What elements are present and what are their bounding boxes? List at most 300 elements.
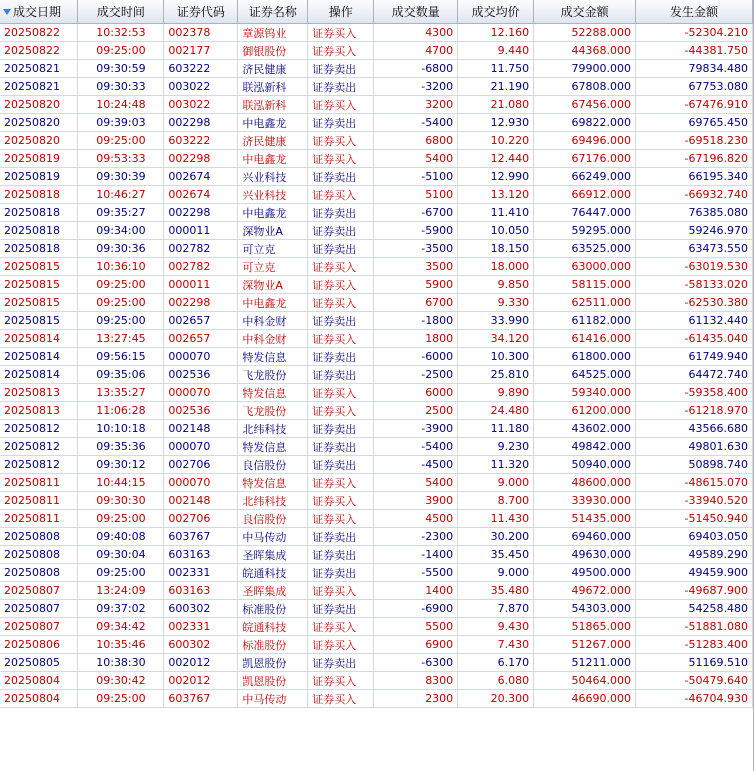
cell-security-name: 深物业A [238, 276, 308, 294]
cell-trade-time: 09:30:39 [78, 168, 164, 186]
cell-quantity: 5900 [374, 276, 458, 294]
cell-net-amount: 43566.680 [636, 420, 753, 438]
cell-amount: 63000.000 [534, 258, 636, 276]
cell-security-name: 特发信息 [238, 438, 308, 456]
table-row[interactable] [0, 132, 753, 150]
cell-net-amount: 61749.940 [636, 348, 753, 366]
cell-security-code: 002706 [164, 510, 238, 528]
cell-operation: 证券卖出 [308, 654, 374, 672]
cell-amount: 62511.000 [534, 294, 636, 312]
table-row[interactable] [0, 24, 753, 42]
cell-security-name: 可立克 [238, 240, 308, 258]
cell-quantity: -5100 [374, 168, 458, 186]
cell-security-code: 002782 [164, 258, 238, 276]
cell-quantity: 4300 [374, 24, 458, 42]
cell-security-code: 002378 [164, 24, 238, 42]
table-body [0, 24, 753, 708]
cell-amount: 59295.000 [534, 222, 636, 240]
cell-amount: 61800.000 [534, 348, 636, 366]
cell-security-name: 凯恩股份 [238, 654, 308, 672]
cell-net-amount: 61132.440 [636, 312, 753, 330]
cell-security-code: 603767 [164, 690, 238, 708]
cell-amount: 49630.000 [534, 546, 636, 564]
cell-net-amount: -51881.080 [636, 618, 753, 636]
cell-avg-price: 12.990 [458, 168, 534, 186]
cell-security-code: 603767 [164, 528, 238, 546]
cell-net-amount: 49801.630 [636, 438, 753, 456]
cell-amount: 51865.000 [534, 618, 636, 636]
cell-net-amount: -59358.400 [636, 384, 753, 402]
table-row[interactable] [0, 114, 753, 132]
cell-net-amount: 54258.480 [636, 600, 753, 618]
cell-operation: 证券买入 [308, 258, 374, 276]
cell-quantity: 6900 [374, 636, 458, 654]
table-row[interactable] [0, 312, 753, 330]
cell-quantity: -5400 [374, 438, 458, 456]
cell-trade-date: 20250821 [0, 78, 78, 96]
sort-descending-icon [3, 9, 11, 15]
table-row[interactable] [0, 402, 753, 420]
cell-trade-date: 20250815 [0, 276, 78, 294]
cell-net-amount: -67476.910 [636, 96, 753, 114]
cell-trade-time: 10:10:18 [78, 420, 164, 438]
cell-trade-time: 09:25:00 [78, 312, 164, 330]
cell-security-code: 002298 [164, 294, 238, 312]
cell-trade-date: 20250819 [0, 168, 78, 186]
cell-net-amount: -49687.900 [636, 582, 753, 600]
cell-amount: 59340.000 [534, 384, 636, 402]
cell-operation: 证券卖出 [308, 546, 374, 564]
cell-quantity: -3900 [374, 420, 458, 438]
table-row[interactable] [0, 348, 753, 366]
cell-amount: 43602.000 [534, 420, 636, 438]
cell-security-name: 联泓新科 [238, 78, 308, 96]
table-row[interactable] [0, 546, 753, 564]
cell-avg-price: 7.870 [458, 600, 534, 618]
cell-security-name: 北纬科技 [238, 492, 308, 510]
cell-net-amount: -66932.740 [636, 186, 753, 204]
cell-security-name: 标准股份 [238, 600, 308, 618]
cell-operation: 证券卖出 [308, 312, 374, 330]
table-row[interactable] [0, 528, 753, 546]
cell-security-name: 特发信息 [238, 384, 308, 402]
cell-trade-date: 20250820 [0, 132, 78, 150]
cell-quantity: -1400 [374, 546, 458, 564]
cell-security-code: 002298 [164, 114, 238, 132]
cell-trade-date: 20250808 [0, 528, 78, 546]
cell-security-code: 002012 [164, 672, 238, 690]
cell-net-amount: -61218.970 [636, 402, 753, 420]
cell-security-code: 003022 [164, 78, 238, 96]
cell-quantity: -5500 [374, 564, 458, 582]
cell-security-code: 000070 [164, 438, 238, 456]
cell-operation: 证券买入 [308, 150, 374, 168]
cell-security-code: 000070 [164, 474, 238, 492]
cell-amount: 54303.000 [534, 600, 636, 618]
table-row[interactable] [0, 672, 753, 690]
cell-quantity: -6300 [374, 654, 458, 672]
cell-avg-price: 11.750 [458, 60, 534, 78]
cell-amount: 61182.000 [534, 312, 636, 330]
table-row[interactable] [0, 366, 753, 384]
column-header-avg-price[interactable]: 成交均价 [458, 0, 534, 24]
cell-trade-date: 20250808 [0, 564, 78, 582]
cell-operation: 证券买入 [308, 384, 374, 402]
cell-quantity: 1400 [374, 582, 458, 600]
cell-trade-date: 20250811 [0, 474, 78, 492]
table-row[interactable] [0, 654, 753, 672]
cell-quantity: 4700 [374, 42, 458, 60]
cell-trade-time: 09:39:03 [78, 114, 164, 132]
table-row[interactable] [0, 60, 753, 78]
cell-security-code: 002674 [164, 186, 238, 204]
table-row[interactable] [0, 564, 753, 582]
cell-trade-date: 20250815 [0, 258, 78, 276]
cell-security-code: 603222 [164, 60, 238, 78]
cell-trade-time: 10:32:53 [78, 24, 164, 42]
cell-operation: 证券卖出 [308, 438, 374, 456]
cell-avg-price: 11.410 [458, 204, 534, 222]
cell-operation: 证券买入 [308, 294, 374, 312]
cell-net-amount: -58133.020 [636, 276, 753, 294]
cell-net-amount: 79834.480 [636, 60, 753, 78]
cell-net-amount: -52304.210 [636, 24, 753, 42]
cell-security-name: 良信股份 [238, 510, 308, 528]
cell-trade-time: 09:40:08 [78, 528, 164, 546]
cell-quantity: -6800 [374, 60, 458, 78]
cell-quantity: 5400 [374, 150, 458, 168]
cell-avg-price: 12.440 [458, 150, 534, 168]
cell-quantity: 5500 [374, 618, 458, 636]
cell-net-amount: -61435.040 [636, 330, 753, 348]
cell-operation: 证券买入 [308, 582, 374, 600]
table-row[interactable] [0, 582, 753, 600]
table-row[interactable] [0, 420, 753, 438]
cell-trade-date: 20250814 [0, 366, 78, 384]
cell-trade-time: 10:24:48 [78, 96, 164, 114]
cell-avg-price: 34.120 [458, 330, 534, 348]
cell-operation: 证券买入 [308, 42, 374, 60]
cell-quantity: 3200 [374, 96, 458, 114]
cell-operation: 证券卖出 [308, 168, 374, 186]
cell-amount: 61200.000 [534, 402, 636, 420]
cell-trade-date: 20250822 [0, 42, 78, 60]
table-row[interactable] [0, 276, 753, 294]
cell-amount: 46690.000 [534, 690, 636, 708]
cell-net-amount: -44381.750 [636, 42, 753, 60]
table-row[interactable] [0, 330, 753, 348]
table-row[interactable] [0, 294, 753, 312]
cell-quantity: 6000 [374, 384, 458, 402]
cell-avg-price: 10.220 [458, 132, 534, 150]
cell-security-code: 002298 [164, 204, 238, 222]
table-row[interactable] [0, 456, 753, 474]
cell-trade-time: 09:30:33 [78, 78, 164, 96]
cell-trade-date: 20250818 [0, 204, 78, 222]
cell-security-code: 002177 [164, 42, 238, 60]
cell-security-name: 中电鑫龙 [238, 294, 308, 312]
cell-amount: 50464.000 [534, 672, 636, 690]
column-header-quantity[interactable]: 成交数量 [374, 0, 458, 24]
cell-amount: 79900.000 [534, 60, 636, 78]
cell-trade-time: 09:34:00 [78, 222, 164, 240]
cell-net-amount: -50479.640 [636, 672, 753, 690]
table-row[interactable] [0, 474, 753, 492]
cell-security-name: 中马传动 [238, 690, 308, 708]
cell-security-code: 002012 [164, 654, 238, 672]
cell-trade-date: 20250804 [0, 672, 78, 690]
cell-operation: 证券买入 [308, 330, 374, 348]
cell-quantity: -6700 [374, 204, 458, 222]
cell-trade-time: 09:25:00 [78, 276, 164, 294]
cell-net-amount: 49589.290 [636, 546, 753, 564]
cell-security-name: 济民健康 [238, 132, 308, 150]
cell-operation: 证券买入 [308, 132, 374, 150]
cell-avg-price: 10.050 [458, 222, 534, 240]
cell-security-code: 002536 [164, 402, 238, 420]
cell-trade-time: 09:35:27 [78, 204, 164, 222]
cell-avg-price: 25.810 [458, 366, 534, 384]
cell-security-name: 兴业科技 [238, 168, 308, 186]
cell-quantity: 2500 [374, 402, 458, 420]
cell-net-amount: -51283.400 [636, 636, 753, 654]
column-header-security-name[interactable]: 证券名称 [238, 0, 308, 24]
table-row[interactable] [0, 600, 753, 618]
cell-trade-date: 20250818 [0, 186, 78, 204]
cell-avg-price: 13.120 [458, 186, 534, 204]
cell-trade-time: 09:30:12 [78, 456, 164, 474]
table-row[interactable] [0, 384, 753, 402]
cell-trade-date: 20250811 [0, 510, 78, 528]
cell-security-name: 深物业A [238, 222, 308, 240]
cell-security-code: 000011 [164, 222, 238, 240]
cell-avg-price: 18.000 [458, 258, 534, 276]
column-header-operation[interactable]: 操作 [308, 0, 374, 24]
column-header-trade-date[interactable] [0, 0, 78, 24]
table-row[interactable] [0, 240, 753, 258]
cell-trade-time: 09:30:42 [78, 672, 164, 690]
table-row[interactable] [0, 222, 753, 240]
cell-trade-time: 09:53:33 [78, 150, 164, 168]
cell-amount: 67456.000 [534, 96, 636, 114]
cell-security-code: 603163 [164, 546, 238, 564]
cell-security-name: 可立克 [238, 258, 308, 276]
cell-avg-price: 9.000 [458, 474, 534, 492]
cell-security-code: 600302 [164, 636, 238, 654]
cell-trade-date: 20250820 [0, 96, 78, 114]
cell-operation: 证券买入 [308, 276, 374, 294]
cell-avg-price: 11.320 [458, 456, 534, 474]
cell-trade-time: 10:35:46 [78, 636, 164, 654]
cell-amount: 61416.000 [534, 330, 636, 348]
cell-trade-date: 20250812 [0, 456, 78, 474]
cell-security-name: 凯恩股份 [238, 672, 308, 690]
cell-security-code: 603163 [164, 582, 238, 600]
cell-avg-price: 7.430 [458, 636, 534, 654]
cell-security-code: 002148 [164, 492, 238, 510]
cell-trade-date: 20250804 [0, 690, 78, 708]
cell-operation: 证券买入 [308, 24, 374, 42]
cell-quantity: -2300 [374, 528, 458, 546]
table-row[interactable] [0, 78, 753, 96]
cell-security-name: 飞龙股份 [238, 366, 308, 384]
cell-trade-date: 20250821 [0, 60, 78, 78]
table-row[interactable] [0, 168, 753, 186]
cell-trade-date: 20250812 [0, 420, 78, 438]
table-row[interactable] [0, 492, 753, 510]
cell-operation: 证券卖出 [308, 348, 374, 366]
cell-trade-date: 20250818 [0, 222, 78, 240]
cell-operation: 证券卖出 [308, 420, 374, 438]
cell-avg-price: 33.990 [458, 312, 534, 330]
table-row[interactable] [0, 636, 753, 654]
cell-operation: 证券卖出 [308, 528, 374, 546]
cell-avg-price: 9.850 [458, 276, 534, 294]
column-header-net-amount[interactable]: 发生金额 [636, 0, 753, 24]
cell-operation: 证券买入 [308, 510, 374, 528]
cell-amount: 69496.000 [534, 132, 636, 150]
cell-net-amount: -63019.530 [636, 258, 753, 276]
cell-quantity: -5900 [374, 222, 458, 240]
table-row[interactable] [0, 258, 753, 276]
table-row[interactable] [0, 42, 753, 60]
cell-amount: 52288.000 [534, 24, 636, 42]
cell-quantity: -6900 [374, 600, 458, 618]
cell-operation: 证券卖出 [308, 222, 374, 240]
cell-operation: 证券买入 [308, 636, 374, 654]
cell-net-amount: 51169.510 [636, 654, 753, 672]
cell-avg-price: 11.180 [458, 420, 534, 438]
cell-security-name: 中电鑫龙 [238, 204, 308, 222]
cell-net-amount: 64472.740 [636, 366, 753, 384]
cell-amount: 49842.000 [534, 438, 636, 456]
cell-quantity: 8300 [374, 672, 458, 690]
column-header-amount[interactable]: 成交金额 [534, 0, 636, 24]
cell-amount: 49672.000 [534, 582, 636, 600]
table-row[interactable] [0, 96, 753, 114]
cell-trade-date: 20250811 [0, 492, 78, 510]
cell-quantity: 2300 [374, 690, 458, 708]
cell-trade-time: 09:25:00 [78, 690, 164, 708]
cell-net-amount: -46704.930 [636, 690, 753, 708]
table-row[interactable] [0, 186, 753, 204]
cell-quantity: -3500 [374, 240, 458, 258]
cell-trade-time: 11:06:28 [78, 402, 164, 420]
cell-security-code: 002674 [164, 168, 238, 186]
table-row[interactable] [0, 690, 753, 708]
cell-security-name: 联泓新科 [238, 96, 308, 114]
cell-net-amount: 50898.740 [636, 456, 753, 474]
cell-trade-date: 20250813 [0, 384, 78, 402]
cell-trade-date: 20250818 [0, 240, 78, 258]
table-row[interactable] [0, 150, 753, 168]
cell-avg-price: 20.300 [458, 690, 534, 708]
table-row[interactable] [0, 510, 753, 528]
cell-operation: 证券买入 [308, 474, 374, 492]
cell-security-code: 003022 [164, 96, 238, 114]
cell-security-code: 002782 [164, 240, 238, 258]
cell-trade-time: 09:25:00 [78, 132, 164, 150]
cell-net-amount: -33940.520 [636, 492, 753, 510]
cell-trade-date: 20250815 [0, 312, 78, 330]
cell-avg-price: 9.890 [458, 384, 534, 402]
table-row[interactable] [0, 618, 753, 636]
cell-quantity: -4500 [374, 456, 458, 474]
cell-avg-price: 30.200 [458, 528, 534, 546]
cell-operation: 证券买入 [308, 492, 374, 510]
cell-trade-date: 20250807 [0, 582, 78, 600]
cell-security-code: 603222 [164, 132, 238, 150]
cell-security-name: 圣晖集成 [238, 546, 308, 564]
cell-operation: 证券卖出 [308, 600, 374, 618]
cell-amount: 33930.000 [534, 492, 636, 510]
cell-trade-date: 20250806 [0, 636, 78, 654]
table-row[interactable] [0, 438, 753, 456]
cell-avg-price: 24.480 [458, 402, 534, 420]
cell-avg-price: 21.190 [458, 78, 534, 96]
cell-net-amount: -67196.820 [636, 150, 753, 168]
cell-avg-price: 18.150 [458, 240, 534, 258]
cell-security-name: 济民健康 [238, 60, 308, 78]
cell-net-amount: 59246.970 [636, 222, 753, 240]
cell-security-code: 000011 [164, 276, 238, 294]
cell-quantity: -2500 [374, 366, 458, 384]
cell-security-code: 002657 [164, 312, 238, 330]
cell-trade-time: 09:30:36 [78, 240, 164, 258]
cell-operation: 证券卖出 [308, 456, 374, 474]
cell-trade-date: 20250805 [0, 654, 78, 672]
cell-amount: 69460.000 [534, 528, 636, 546]
cell-amount: 49500.000 [534, 564, 636, 582]
cell-operation: 证券买入 [308, 402, 374, 420]
table-row[interactable] [0, 204, 753, 222]
cell-amount: 67808.000 [534, 78, 636, 96]
cell-trade-date: 20250814 [0, 348, 78, 366]
cell-net-amount: 69765.450 [636, 114, 753, 132]
cell-operation: 证券买入 [308, 672, 374, 690]
cell-avg-price: 10.300 [458, 348, 534, 366]
cell-security-name: 北纬科技 [238, 420, 308, 438]
cell-security-code: 002148 [164, 420, 238, 438]
cell-security-name: 章源钨业 [238, 24, 308, 42]
cell-security-name: 圣晖集成 [238, 582, 308, 600]
cell-avg-price: 6.080 [458, 672, 534, 690]
cell-amount: 51267.000 [534, 636, 636, 654]
cell-quantity: 6700 [374, 294, 458, 312]
cell-trade-time: 09:30:59 [78, 60, 164, 78]
column-header-trade-time[interactable]: 成交时间 [78, 0, 164, 24]
cell-avg-price: 9.440 [458, 42, 534, 60]
cell-avg-price: 9.000 [458, 564, 534, 582]
cell-security-name: 中科金财 [238, 330, 308, 348]
column-header-security-code[interactable]: 证券代码 [164, 0, 238, 24]
cell-security-name: 中马传动 [238, 528, 308, 546]
cell-trade-time: 10:44:15 [78, 474, 164, 492]
cell-trade-date: 20250813 [0, 402, 78, 420]
cell-avg-price: 21.080 [458, 96, 534, 114]
cell-quantity: 5400 [374, 474, 458, 492]
cell-avg-price: 6.170 [458, 654, 534, 672]
cell-quantity: 1800 [374, 330, 458, 348]
cell-trade-time: 10:46:27 [78, 186, 164, 204]
cell-trade-date: 20250820 [0, 114, 78, 132]
cell-quantity: 5100 [374, 186, 458, 204]
cell-trade-time: 09:34:42 [78, 618, 164, 636]
cell-trade-date: 20250812 [0, 438, 78, 456]
cell-amount: 50940.000 [534, 456, 636, 474]
cell-operation: 证券买入 [308, 96, 374, 114]
cell-quantity: -3200 [374, 78, 458, 96]
